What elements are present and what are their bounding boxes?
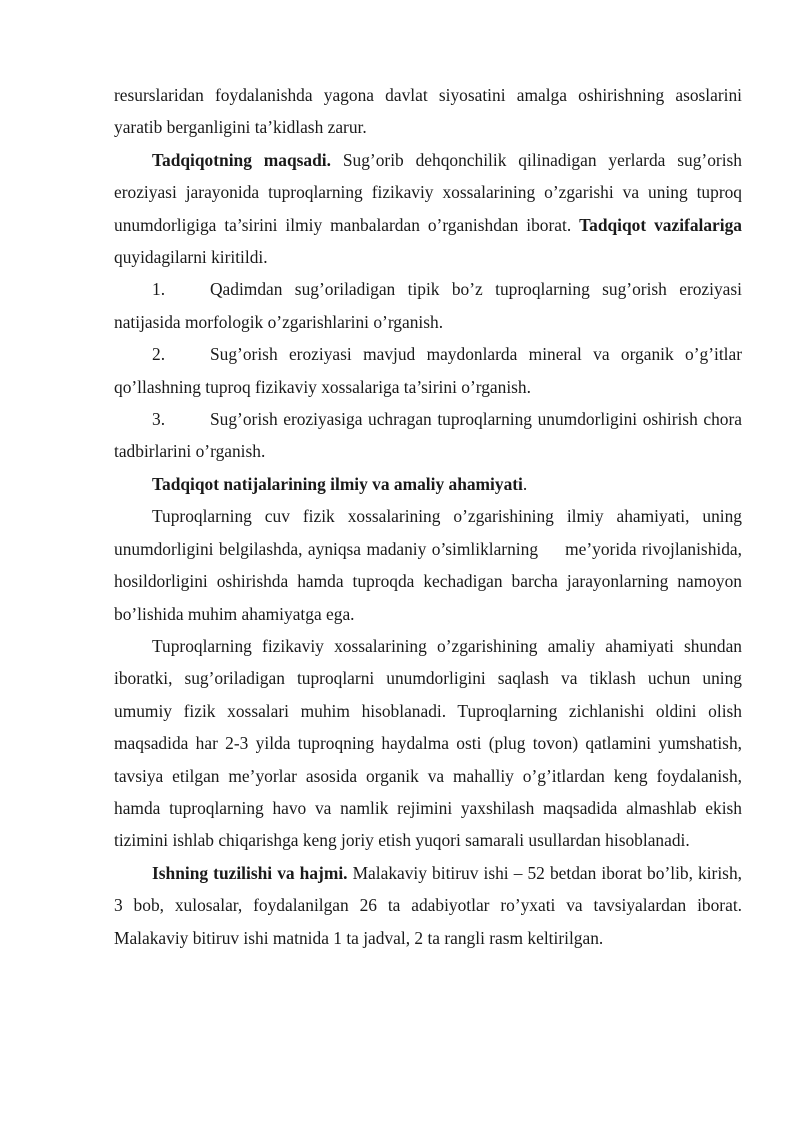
significance-heading: Tadqiqot natijalarining ilmiy va amaliy ahamiyati bbox=[152, 473, 523, 494]
task-number: 2. bbox=[152, 344, 166, 365]
aim-text: Sug’orib dehqonchilik qilinadigan yerlarda sug’orish eroziyasi jarayonida tuproqlarning fizikaviy xossalarining o’zgarishi va uning tuproq unumdorligiga ta’sirini ilmiy manbalardan o’rganishdan iborat. bbox=[114, 149, 743, 235]
aim-paragraph bbox=[114, 144, 742, 274]
significance-heading-paragraph bbox=[114, 468, 742, 500]
aim-heading: Tadqiqotning maqsadi. bbox=[152, 149, 331, 170]
scientific-significance-paragraph bbox=[114, 500, 747, 630]
task-item-3 bbox=[114, 403, 742, 468]
practical-significance-text: Tuproqlarning fizikaviy xossalarining o’zgarishining amaliy ahamiyati shundan iboratki, sug’oriladigan tuproqlarni unumdorligini saqlash va tiklash uchun uning umumiy fizik xossalari muhim hisoblanadi. Tuproqlarning zichlanishi oldini olish maqsadida har 2-3 yilda tuproqning haydalma osti (plug tovon) qatlamini yumshatish, tavsiya etilgan me’yorlar asosida organik va mahalliy o’g’itlardan keng foydalanish, hamda tuproqlarning havo va namlik rejimini yaxshilash maqsadida almashlab ekish tizimini ishlab chiqarishga keng joriy etish yuqori samarali usullardan hisoblanadi. bbox=[114, 635, 742, 851]
task-item-1 bbox=[114, 273, 742, 338]
task-text: Qadimdan sug’oriladigan tipik bo’z tuproqlarning sug’orish eroziyasi natijasida morfologik o’zgarishlarini o’rganish. bbox=[114, 279, 742, 332]
task-number: 3. bbox=[152, 409, 166, 430]
intro-text: resurslaridan foydalanishda yagona davlat siyosatini amalga oshirishning asoslarini yaratib berganligini ta’kidlash zarur. bbox=[114, 85, 742, 138]
task-text: Sug’orish eroziyasi mavjud maydonlarda mineral va organik o’g’itlar qo’llashning tuproq fizikaviy xossalariga ta’sirini o’rganish. bbox=[114, 344, 742, 397]
intro-paragraph bbox=[114, 79, 742, 144]
structure-paragraph bbox=[114, 857, 742, 954]
structure-text: Malakaviy bitiruv ishi – 52 betdan iborat bo’lib, kirish, 3 bob, xulosalar, foydalanilgan 26 ta adabiyotlar ro’yxati va tavsiyalardan iborat. Malakaviy bitiruv ishi matnida 1 ta jadval, 2 ta rangli rasm keltirilgan. bbox=[114, 862, 742, 948]
structure-heading: Ishning tuzilishi va hajmi. bbox=[152, 862, 348, 883]
document-page bbox=[114, 79, 747, 954]
tasks-intro-text: quyidagilarni kiritildi. bbox=[114, 247, 268, 268]
task-number: 1. bbox=[152, 279, 166, 300]
scientific-significance-text: Tuproqlarning cuv fizik xossalarining o’zgarishining ilmiy ahamiyati, uning unumdorligini belgilashda, ayniqsa madaniy o’simliklarning me’yorida rivojlanishida, hosildorligini oshirishda hamda tuproqda kechadigan barcha jarayonlarning namoyon bo’lishida muhim ahamiyatga ega. bbox=[114, 506, 747, 624]
task-item-2 bbox=[114, 338, 742, 403]
tasks-heading: Tadqiqot vazifalariga bbox=[579, 214, 742, 235]
practical-significance-paragraph bbox=[114, 630, 742, 857]
significance-heading-suffix: . bbox=[522, 473, 528, 494]
task-text: Sug’orish eroziyasiga uchragan tuproqlarning unumdorligini oshirish chora tadbirlarini o’rganish. bbox=[114, 409, 742, 462]
